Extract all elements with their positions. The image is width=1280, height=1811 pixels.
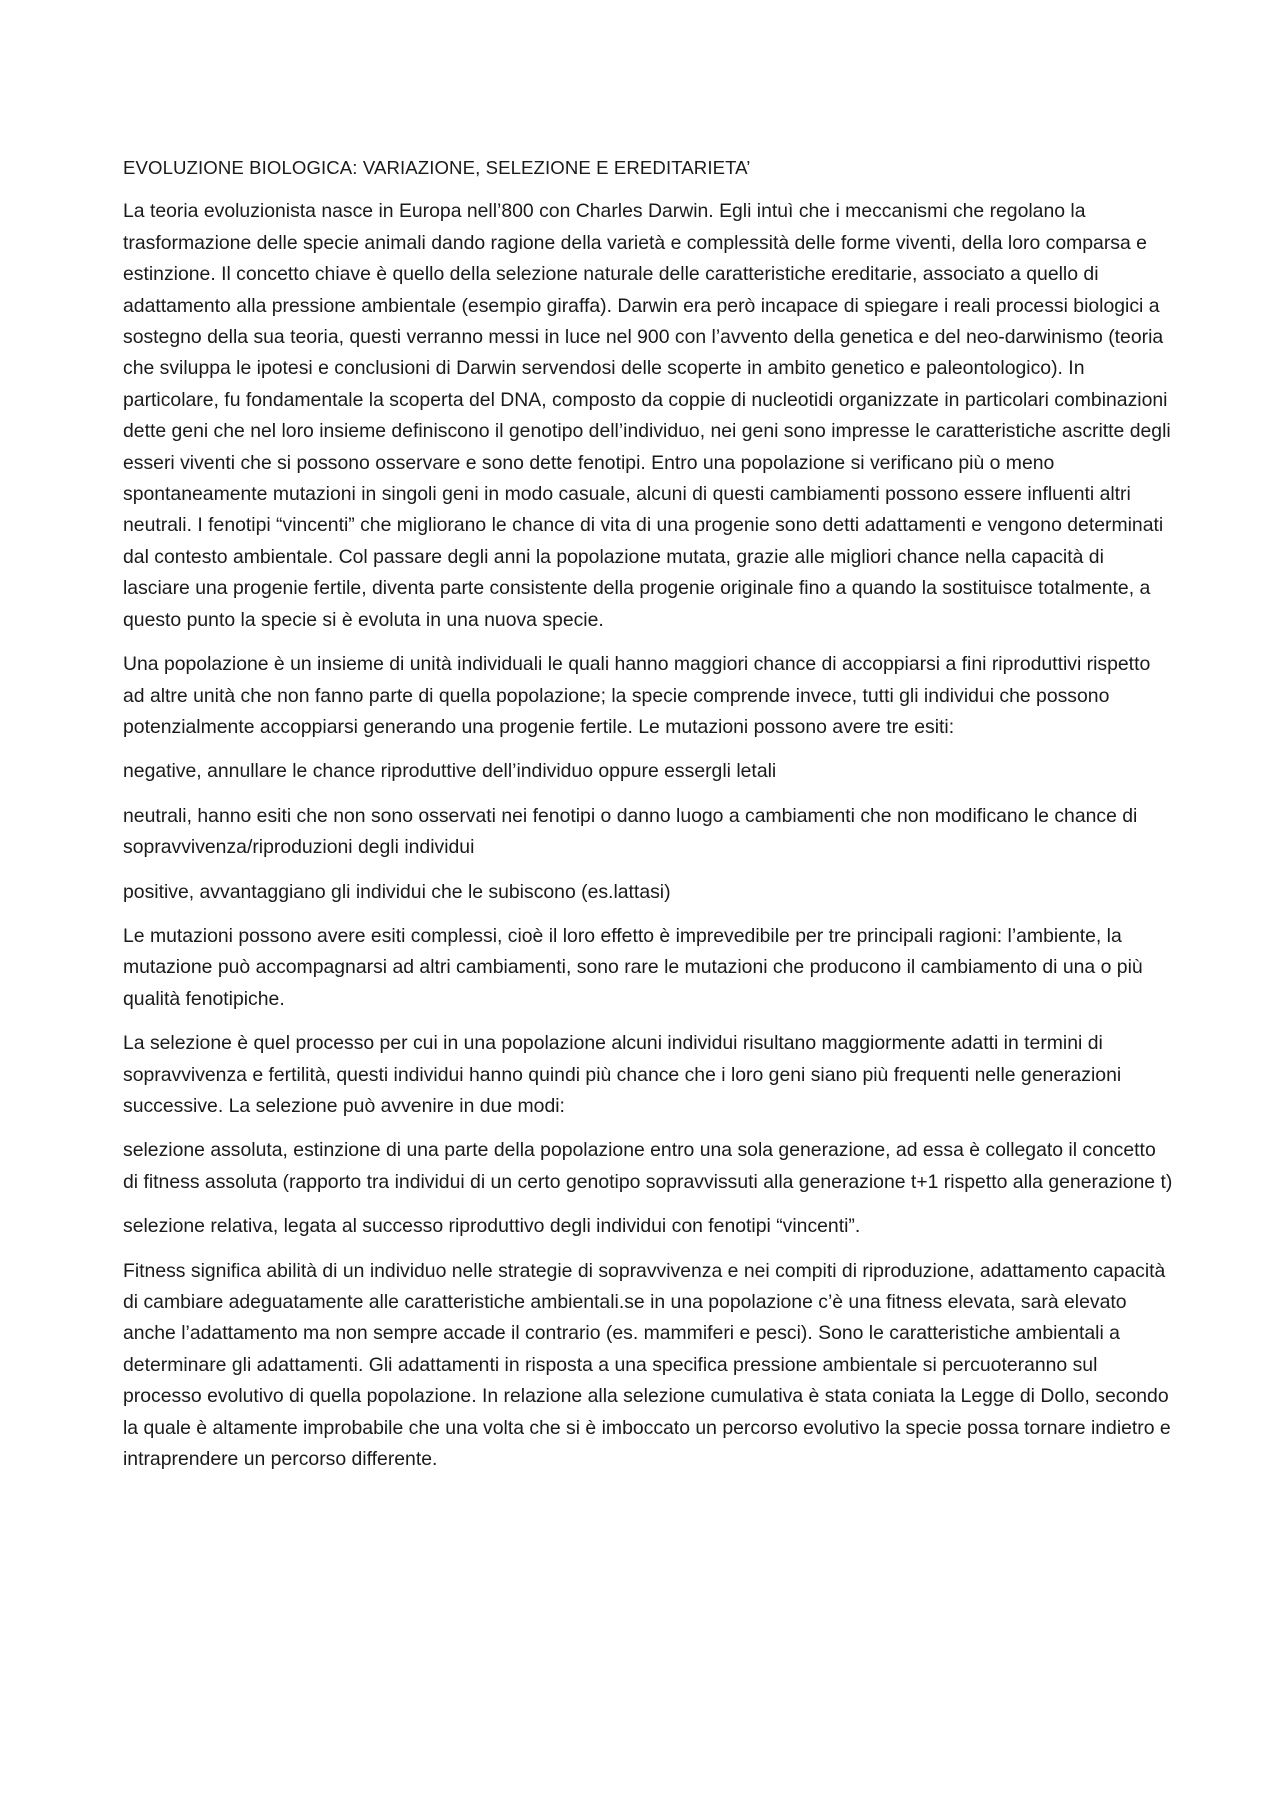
paragraph-selezione: La selezione è quel processo per cui in una popolazione alcuni individui risultano maggiormente adatti in termini di sopravvivenza e fertilità, questi individui hanno quindi più chance che i loro geni siano più frequenti nelle generazioni successive. La selezione può avvenire in due modi: bbox=[123, 1032, 1122, 1117]
document-page bbox=[123, 152, 1173, 1488]
list-item-positive: positive, avvantaggiano gli individui che le subiscono (es.lattasi) bbox=[123, 880, 671, 903]
paragraph-fitness: Fitness significa abilità di un individuo nelle strategie di sopravvivenza e nei compiti di riproduzione, adattamento capacità di cambiare adeguatamente alle caratteristiche ambientali.se in una popolazione c’è una fitness elevata, sarà elevato anche l’adattamento ma non sempre accade il contrario (es. mammiferi e pesci). Sono le caratteristiche ambientali a determinare gli adattamenti. Gli adattamenti in risposta a una specifica pressione ambientale si percuoteranno sul processo evolutivo di quella popolazione. In relazione alla selezione cumulativa è stata coniata la Legge di Dollo, secondo la quale è altamente improbabile che una volta che si è imboccato un percorso evolutivo la specie possa tornare indietro e intraprendere un percorso differente. bbox=[123, 1259, 1171, 1471]
list-item-selezione-assoluta: selezione assoluta, estinzione di una parte della popolazione entro una sola generazione, ad essa è collegato il concetto di fitness assoluta (rapporto tra individui di un certo genotipo sopravvissuti alla generazione t+1 rispetto alla generazione t) bbox=[123, 1139, 1173, 1193]
document-title: EVOLUZIONE BIOLOGICA: VARIAZIONE, SELEZIONE E EREDITARIETA’ bbox=[123, 157, 751, 178]
paragraph-darwin-theory: La teoria evoluzionista nasce in Europa nell’800 con Charles Darwin. Egli intuì che i meccanismi che regolano la trasformazione delle specie animali dando ragione della varietà e complessità delle forme viventi, della loro comparsa e estinzione. Il concetto chiave è quello della selezione naturale delle caratteristiche ereditarie, associato a quello di adattamento alla pressione ambientale (esempio giraffa). Darwin era però incapace di spiegare i reali processi biologici a sostegno della sua teoria, questi verranno messi in luce nel 900 con l’avvento della genetica e del neo-darwinismo (teoria che sviluppa le ipotesi e conclusioni di Darwin servendosi delle scoperte in ambito genetico e paleontologico). In particolare, fu fondamentale la scoperta del DNA, composto da coppie di nucleotidi organizzate in particolari combinazioni dette geni che nel loro insieme definiscono il genotipo dell’individuo, nei geni sono impresse le caratteristiche ascritte degli esseri viventi che si possono osservare e sono dette fenotipi. Entro una popolazione si verificano più o meno spontaneamente mutazioni in singoli geni in modo casuale, alcuni di questi cambiamenti possono essere influenti altri neutrali. I fenotipi “vincenti” che migliorano le chance di vita di una progenie sono detti adattamenti e vengono determinati dal contesto ambientale. Col passare degli anni la popolazione mutata, grazie alle migliori chance nella capacità di lasciare una progenie fertile, diventa parte consistente della progenie originale fino a quando la sostituisce totalmente, a questo punto la specie si è evoluta in una nuova specie. bbox=[123, 200, 1171, 631]
list-item-neutrali: neutrali, hanno esiti che non sono osservati nei fenotipi o danno luogo a cambiamenti che non modificano le chance di sopravvivenza/riproduzioni degli individui bbox=[123, 804, 1138, 859]
paragraph-mutazioni-complesse: Le mutazioni possono avere esiti complessi, cioè il loro effetto è imprevedibile per tre principali ragioni: l’ambiente, la mutazione può accompagnarsi ad altri cambiamenti, sono rare le mutazioni che producono il cambiamento di una o più qualità fenotipiche. bbox=[123, 924, 1143, 1010]
paragraph-popolazione: Una popolazione è un insieme di unità individuali le quali hanno maggiori chance di accoppiarsi a fini riproduttivi rispetto ad altre unità che non fanno parte di quella popolazione; la specie comprende invece, tutti gli individui che possono potenzialmente accoppiarsi generando una progenie fertile. Le mutazioni possono avere tre esiti: bbox=[123, 653, 1151, 738]
list-item-selezione-relativa: selezione relativa, legata al successo riproduttivo degli individui con fenotipi “vincenti”. bbox=[123, 1215, 861, 1238]
list-item-negative: negative, annullare le chance riproduttive dell’individuo oppure essergli letali bbox=[123, 760, 777, 783]
